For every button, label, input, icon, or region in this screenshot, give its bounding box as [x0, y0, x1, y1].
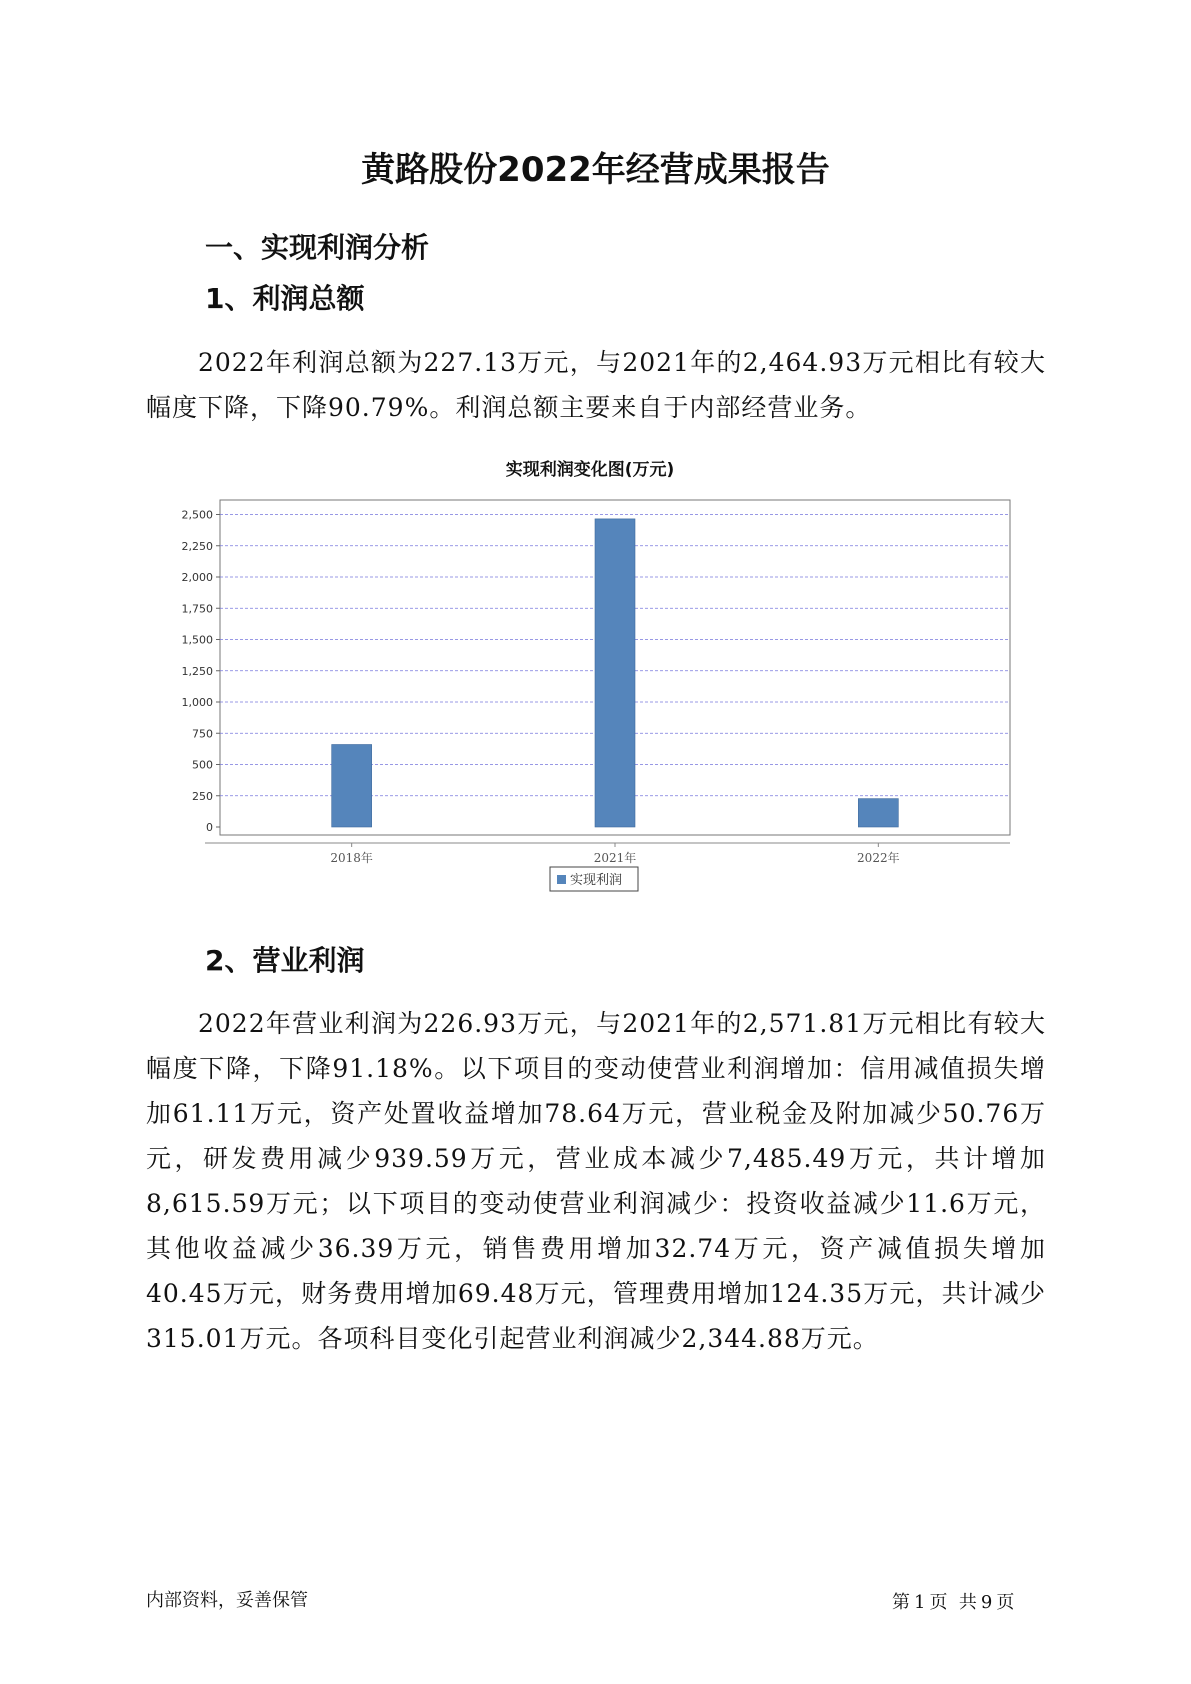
y-tick-label: 1,000	[181, 696, 213, 709]
page-suffix: 页	[996, 1592, 1015, 1613]
section-heading: 一、实现利润分析	[205, 231, 430, 264]
document-title: 黄路股份2022年经营成果报告	[361, 150, 830, 190]
page-total: 9	[980, 1592, 993, 1613]
footer-confidential-note: 内部资料，妥善保管	[146, 1590, 308, 1611]
footer-page-number	[890, 1588, 1016, 1614]
y-tick-label: 2,500	[181, 508, 213, 522]
y-tick-label: 250	[192, 789, 213, 803]
legend-label: 实现利润	[570, 873, 623, 888]
y-tick-label: 1,250	[181, 664, 213, 678]
chart-svg	[150, 455, 1030, 915]
y-tick-label: 1,500	[181, 633, 213, 647]
x-tick-label: 2022年	[857, 851, 900, 865]
page-current: 1	[914, 1592, 926, 1613]
y-tick-label: 2,000	[181, 571, 213, 584]
x-tick-label: 2021年	[593, 851, 637, 865]
profit-chart	[150, 455, 1030, 915]
y-tick-label: 2,250	[181, 539, 213, 553]
x-tick-label: 2018年	[330, 851, 373, 865]
page-mid: 页 共	[929, 1592, 977, 1613]
page-prefix: 第	[892, 1592, 910, 1613]
subsection-heading-operating-profit: 2、营业利润	[205, 944, 365, 977]
bar-2022年	[858, 799, 898, 827]
y-tick-label: 500	[192, 758, 213, 772]
y-tick-label: 750	[192, 727, 213, 741]
bar-2021年	[595, 519, 635, 827]
y-tick-label: 0	[206, 821, 213, 834]
bar-2018年	[332, 745, 372, 828]
chart-title: 实现利润变化图(万元)	[505, 460, 675, 480]
subsection-heading-profit-total: 1、利润总额	[205, 282, 365, 315]
legend-swatch	[557, 875, 566, 884]
paragraph-operating-profit: 2022年营业利润为226.93万元，与2021年的2,571.81万元相比有较大幅度下降，下降91.18%。以下项目的变动使营业利润增加：信用减值损失增加61.11万元，资产处置收益增加78.64万元，营业税金及附加减少50.76万元，研发费用减少939.59万元，营业成本减少7,485.49万元，共计增加8,615.59万元；以下项目的变动使营业利润减少：投资收益减少11.6万元，其他收益减少36.39万元，销售费用增加32.74万元，资产减值损失增加40.45万元，财务费用增加69.48万元，管理费用增加124.35万元，共计减少315.01万元。各项科目变化引起营业利润减少2,344.88万元。	[146, 1009, 1046, 1353]
y-tick-label: 1,750	[181, 602, 213, 616]
paragraph-profit-total: 2022年利润总额为227.13万元，与2021年的2,464.93万元相比有较大幅度下降，下降90.79%。利润总额主要来自于内部经营业务。	[146, 348, 1046, 422]
